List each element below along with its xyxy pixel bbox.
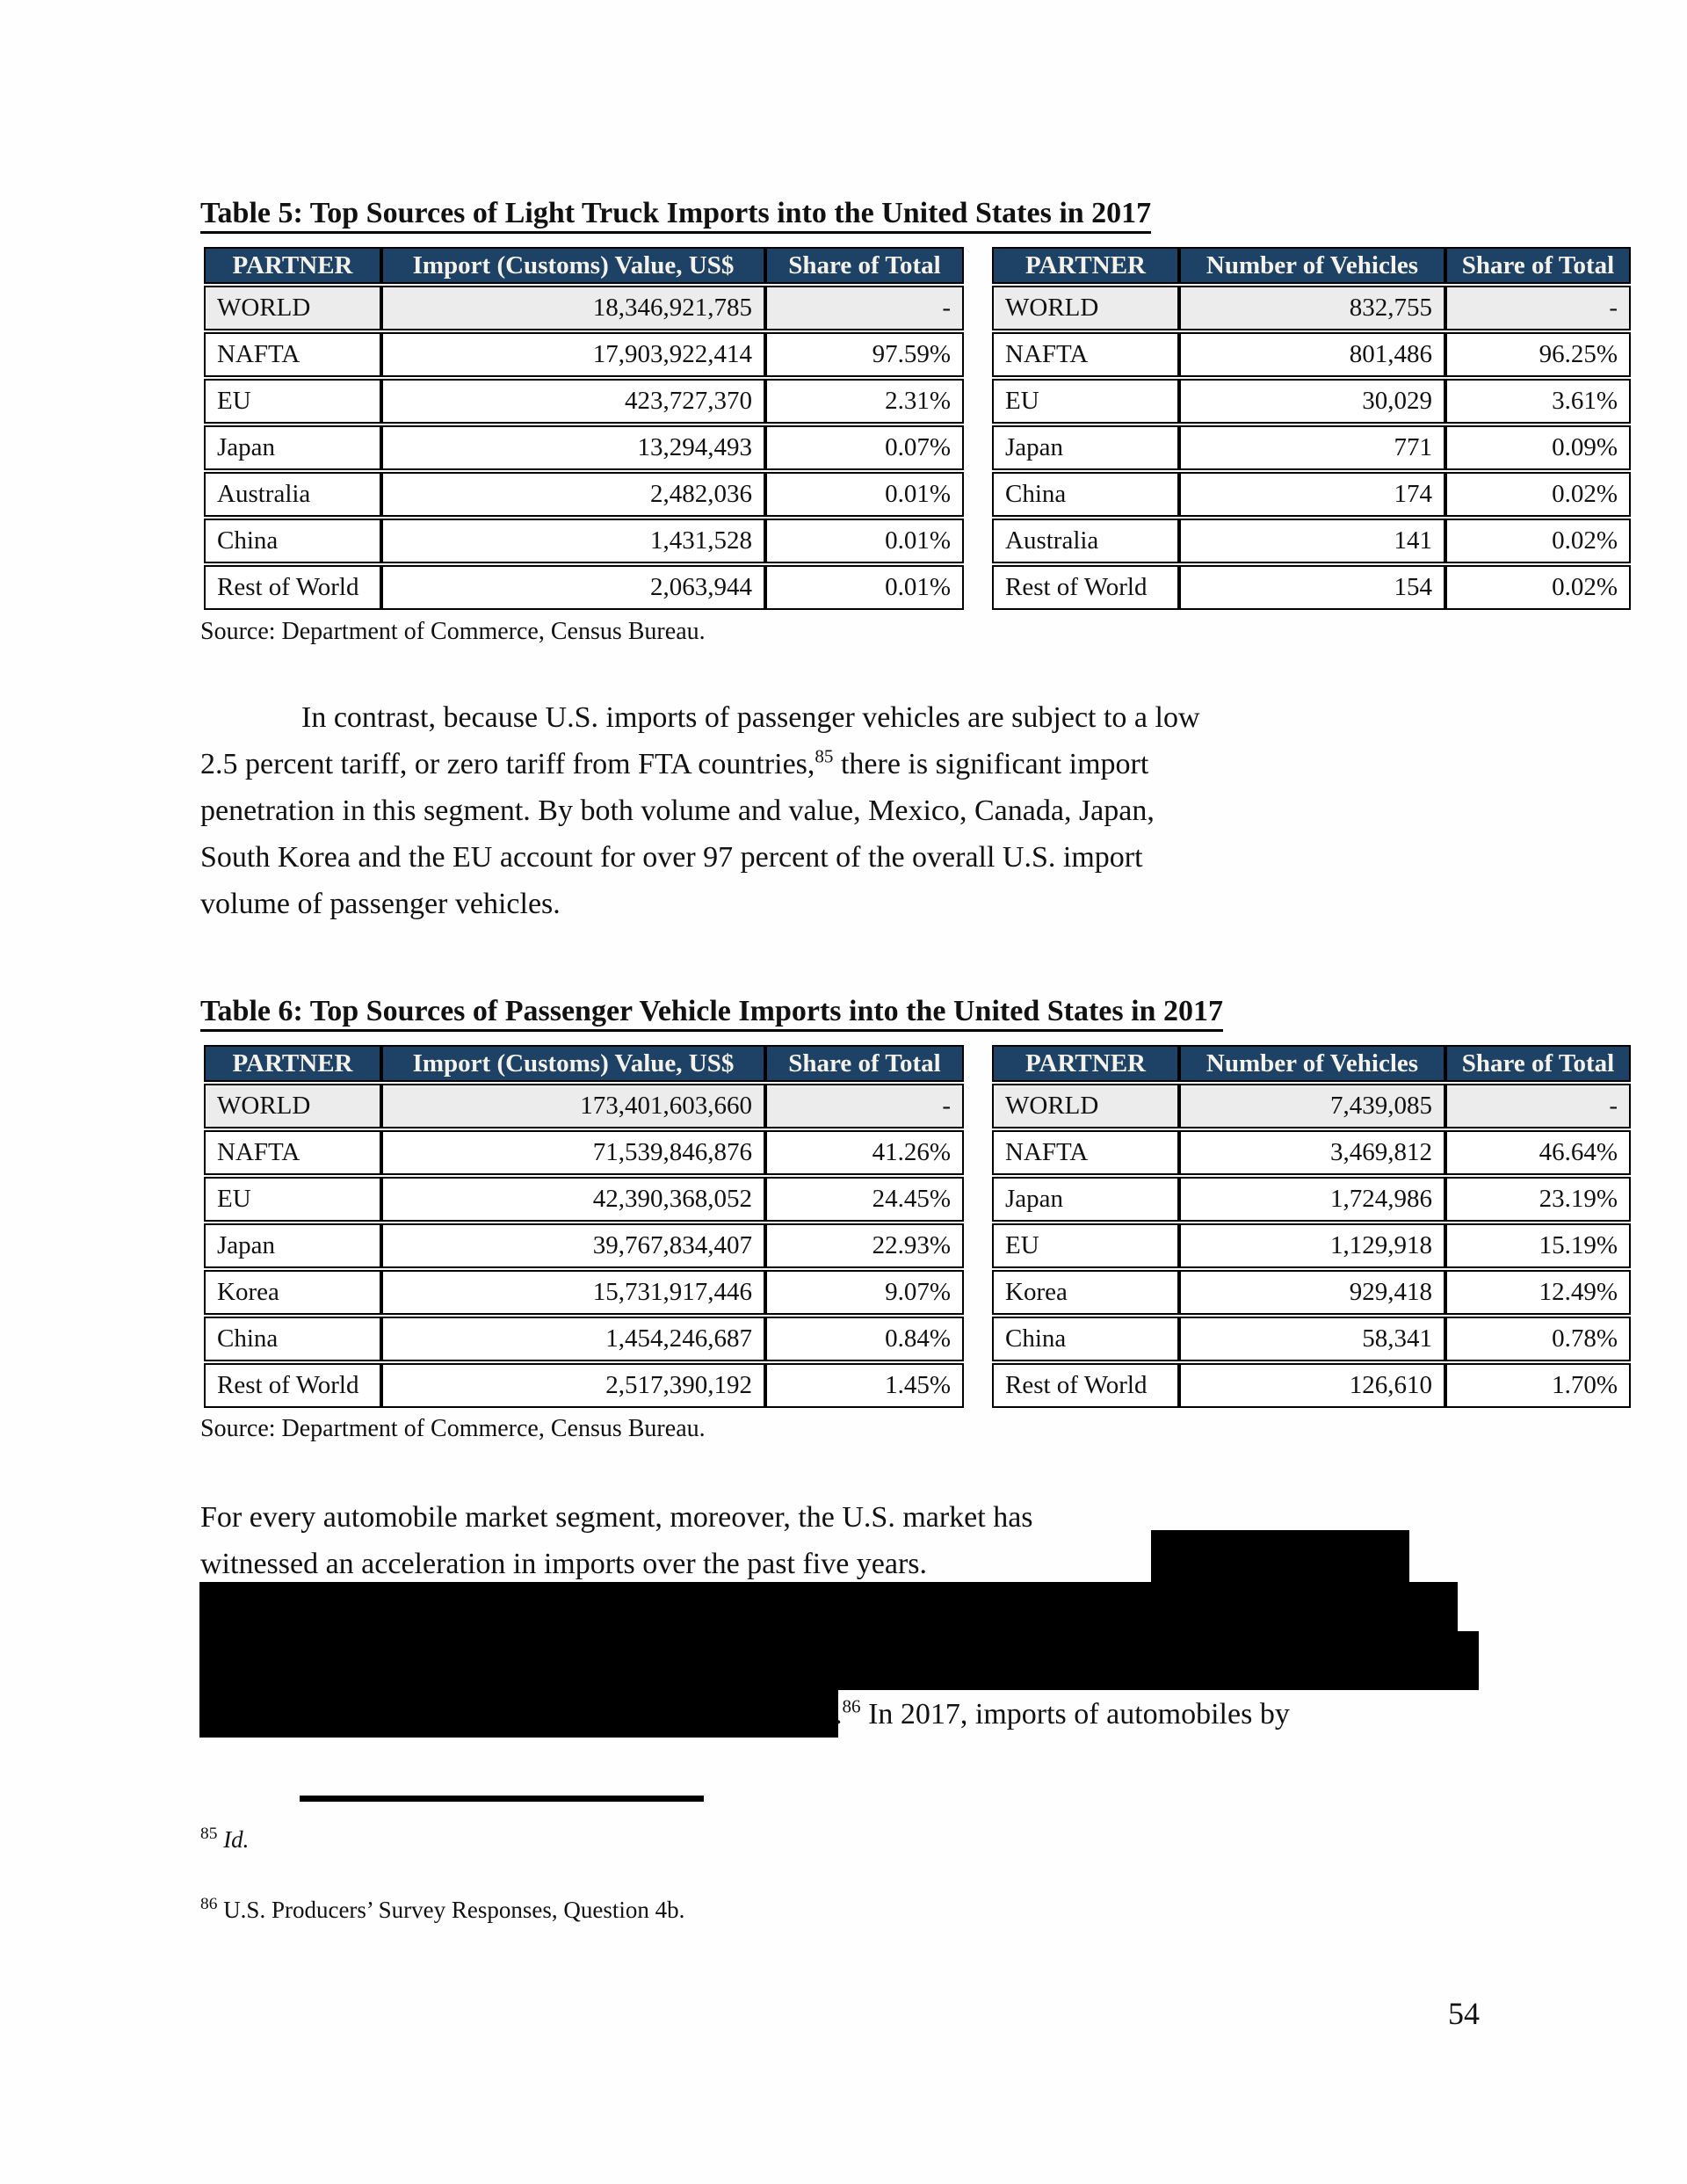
- table-cell: Korea: [992, 1270, 1179, 1315]
- table-cell: 154: [1179, 565, 1445, 610]
- table5-title-text: Table 5: Top Sources of Light Truck Imports into the United States in 2017: [200, 197, 1151, 234]
- table-cell: 2,063,944: [381, 565, 765, 610]
- table-cell: 0.78%: [1445, 1317, 1631, 1361]
- table-row: [204, 1270, 964, 1315]
- table-cell: 23.19%: [1445, 1177, 1631, 1222]
- table-cell: Japan: [992, 425, 1179, 470]
- table-header-cell: Share of Total: [765, 1045, 964, 1082]
- table-cell: 46.64%: [1445, 1130, 1631, 1175]
- table-cell: 42,390,368,052: [381, 1177, 765, 1222]
- table-header-row: [992, 247, 1631, 284]
- table-cell: NAFTA: [204, 332, 381, 377]
- table-cell: 1.45%: [765, 1363, 964, 1408]
- table-cell: -: [765, 1084, 964, 1128]
- table-cell: EU: [204, 379, 381, 424]
- table-cell: 0.02%: [1445, 472, 1631, 517]
- table-cell: WORLD: [204, 286, 381, 330]
- table-row: [204, 565, 964, 610]
- table-cell: 0.02%: [1445, 519, 1631, 563]
- table-cell: 0.01%: [765, 565, 964, 610]
- table-header-row: [204, 247, 964, 284]
- table-row: [204, 332, 964, 377]
- table-cell: 3.61%: [1445, 379, 1631, 424]
- table-cell: 0.09%: [1445, 425, 1631, 470]
- footnote-86-text: U.S. Producers’ Survey Responses, Question 4b.: [223, 1897, 685, 1923]
- table-cell: 3,469,812: [1179, 1130, 1445, 1175]
- table-cell: 1,454,246,687: [381, 1317, 765, 1361]
- table-cell: 30,029: [1179, 379, 1445, 424]
- table-cell: 0.84%: [765, 1317, 964, 1361]
- table-cell: Japan: [992, 1177, 1179, 1222]
- table-row: [992, 565, 1631, 610]
- table-row: [992, 425, 1631, 470]
- table-cell: NAFTA: [204, 1130, 381, 1175]
- footnote-ref-86: 86: [842, 1695, 861, 1717]
- table-header-row: [992, 1045, 1631, 1082]
- table-cell: NAFTA: [992, 332, 1179, 377]
- table-cell: Australia: [204, 472, 381, 517]
- table-row: [992, 1363, 1631, 1408]
- table-cell: 771: [1179, 425, 1445, 470]
- table-cell: WORLD: [204, 1084, 381, 1128]
- table-cell: Rest of World: [992, 1363, 1179, 1408]
- redaction-box: [199, 1687, 838, 1738]
- table-cell: 18,346,921,785: [381, 286, 765, 330]
- table-cell: 0.01%: [765, 519, 964, 563]
- table-cell: -: [1445, 286, 1631, 330]
- table-cell: 12.49%: [1445, 1270, 1631, 1315]
- table-cell: 0.01%: [765, 472, 964, 517]
- table-cell: -: [1445, 1084, 1631, 1128]
- paragraph-2-line2: witnessed an acceleration in imports over the past five years.: [200, 1548, 928, 1580]
- table-cell: 173,401,603,660: [381, 1084, 765, 1128]
- redaction-box: [199, 1582, 1458, 1635]
- table-row: [204, 519, 964, 563]
- table-cell: WORLD: [992, 286, 1179, 330]
- table-cell: 929,418: [1179, 1270, 1445, 1315]
- table-header-cell: Share of Total: [1445, 1045, 1631, 1082]
- table-header-cell: Import (Customs) Value, US$: [381, 247, 765, 284]
- footnote-85-marker: 85: [200, 1825, 218, 1843]
- table-cell: China: [204, 519, 381, 563]
- table-row: [992, 1084, 1631, 1128]
- table-cell: 1,724,986: [1179, 1177, 1445, 1222]
- table6-title: [200, 995, 1223, 1032]
- table-cell: 9.07%: [765, 1270, 964, 1315]
- table-cell: Japan: [204, 1223, 381, 1268]
- table-cell: 832,755: [1179, 286, 1445, 330]
- table5-volume-table: [992, 245, 1631, 612]
- table-cell: 13,294,493: [381, 425, 765, 470]
- table-cell: 2,517,390,192: [381, 1363, 765, 1408]
- footnote-85-text: Id.: [223, 1826, 250, 1853]
- table-cell: 126,610: [1179, 1363, 1445, 1408]
- table-row: [204, 472, 964, 517]
- footnote-86: [200, 1897, 684, 1924]
- table-cell: 96.25%: [1445, 332, 1631, 377]
- table-row: [992, 1177, 1631, 1222]
- table-row: [204, 1363, 964, 1408]
- table-cell: 174: [1179, 472, 1445, 517]
- footnote-separator: [300, 1796, 704, 1802]
- table-cell: Korea: [204, 1270, 381, 1315]
- table6-source: Source: Department of Commerce, Census Bureau.: [200, 1415, 706, 1442]
- paragraph-line: South Korea and the EU account for over 97 percent of the overall U.S. import: [200, 841, 1143, 874]
- table-header-cell: PARTNER: [992, 1045, 1179, 1082]
- table-header-cell: PARTNER: [992, 247, 1179, 284]
- paragraph-2-line1: For every automobile market segment, moreover, the U.S. market has: [200, 1501, 1033, 1534]
- table-header-cell: Number of Vehicles: [1179, 1045, 1445, 1082]
- table-cell: China: [992, 472, 1179, 517]
- table-cell: China: [992, 1317, 1179, 1361]
- table-cell: 24.45%: [765, 1177, 964, 1222]
- table-header-row: [204, 1045, 964, 1082]
- table-cell: 1,431,528: [381, 519, 765, 563]
- table-row: [992, 519, 1631, 563]
- table-cell: -: [765, 286, 964, 330]
- table-header-cell: Share of Total: [765, 247, 964, 284]
- table-cell: 141: [1179, 519, 1445, 563]
- table-row: [204, 425, 964, 470]
- table6-volume-table: [992, 1043, 1631, 1410]
- paragraph-line: 2.5 percent tariff, or zero tariff from FTA countries,$^{85}$ there is significant import: [200, 745, 1149, 780]
- table-cell: 2,482,036: [381, 472, 765, 517]
- table-cell: 1,129,918: [1179, 1223, 1445, 1268]
- footnote-86-marker: 86: [200, 1895, 218, 1913]
- table-header-cell: PARTNER: [204, 1045, 381, 1082]
- table-header-cell: Import (Customs) Value, US$: [381, 1045, 765, 1082]
- table-cell: 39,767,834,407: [381, 1223, 765, 1268]
- table-cell: WORLD: [992, 1084, 1179, 1128]
- table-cell: 71,539,846,876: [381, 1130, 765, 1175]
- table-header-cell: Number of Vehicles: [1179, 247, 1445, 284]
- table-row: [204, 1130, 964, 1175]
- paragraph-line: volume of passenger vehicles.: [200, 888, 561, 920]
- page-number: 54: [1448, 1996, 1480, 2031]
- table6-value-table: [204, 1043, 964, 1410]
- table-row: [204, 286, 964, 330]
- table-cell: EU: [992, 379, 1179, 424]
- redaction-box: [1151, 1530, 1409, 1586]
- table-row: [992, 472, 1631, 517]
- table-cell: China: [204, 1317, 381, 1361]
- paragraph-2-line3: .$^{86}$ In 2017, imports of automobiles by: [835, 1695, 1290, 1731]
- table-cell: 22.93%: [765, 1223, 964, 1268]
- table-cell: 15,731,917,446: [381, 1270, 765, 1315]
- table-row: [204, 1317, 964, 1361]
- table-cell: EU: [204, 1177, 381, 1222]
- table-row: [992, 286, 1631, 330]
- footnote-85: [200, 1826, 249, 1854]
- paragraph-line: In contrast, because U.S. imports of passenger vehicles are subject to a low: [301, 701, 1200, 734]
- table-row: [992, 1317, 1631, 1361]
- table-cell: 17,903,922,414: [381, 332, 765, 377]
- table-row: [992, 332, 1631, 377]
- table6-title-text: Table 6: Top Sources of Passenger Vehicle Imports into the United States in 2017: [200, 995, 1223, 1032]
- footnote-ref-85: 85: [815, 745, 834, 767]
- table-cell: Rest of World: [992, 565, 1179, 610]
- table-cell: 423,727,370: [381, 379, 765, 424]
- table-header-cell: Share of Total: [1445, 247, 1631, 284]
- table-cell: 15.19%: [1445, 1223, 1631, 1268]
- table5-title: [200, 197, 1151, 234]
- table-row: [204, 1223, 964, 1268]
- redaction-box: [199, 1631, 1479, 1690]
- table-cell: 58,341: [1179, 1317, 1445, 1361]
- table-row: [204, 379, 964, 424]
- table-row: [204, 1084, 964, 1128]
- table-cell: Japan: [204, 425, 381, 470]
- table-row: [204, 1177, 964, 1222]
- table-cell: 0.07%: [765, 425, 964, 470]
- table5-source: Source: Department of Commerce, Census Bureau.: [200, 618, 706, 645]
- table-cell: 41.26%: [765, 1130, 964, 1175]
- table-cell: Rest of World: [204, 565, 381, 610]
- table-row: [992, 1130, 1631, 1175]
- table-row: [992, 1270, 1631, 1315]
- table-cell: Rest of World: [204, 1363, 381, 1408]
- table5-value-table: [204, 245, 964, 612]
- paragraph-line: penetration in this segment. By both volume and value, Mexico, Canada, Japan,: [200, 795, 1155, 827]
- table-cell: 2.31%: [765, 379, 964, 424]
- table-cell: Australia: [992, 519, 1179, 563]
- table-cell: 7,439,085: [1179, 1084, 1445, 1128]
- table-row: [992, 1223, 1631, 1268]
- table-row: [992, 379, 1631, 424]
- table-header-cell: PARTNER: [204, 247, 381, 284]
- table-cell: 0.02%: [1445, 565, 1631, 610]
- table-cell: NAFTA: [992, 1130, 1179, 1175]
- table-cell: 801,486: [1179, 332, 1445, 377]
- paragraph-1: [200, 694, 1200, 927]
- table-cell: 1.70%: [1445, 1363, 1631, 1408]
- table-cell: EU: [992, 1223, 1179, 1268]
- table-cell: 97.59%: [765, 332, 964, 377]
